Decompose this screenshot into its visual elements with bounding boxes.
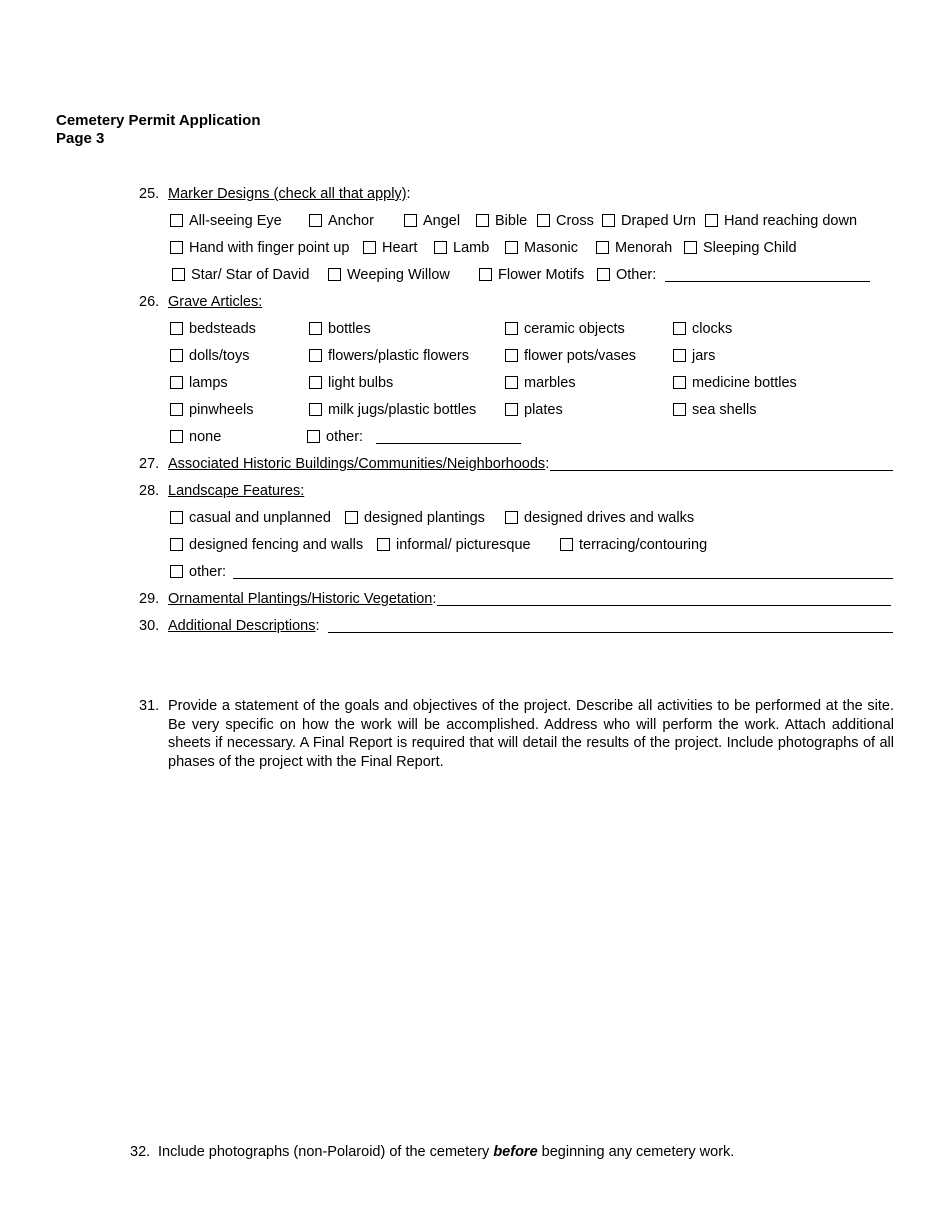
- grave-article-other[interactable]: [307, 428, 363, 446]
- checkbox[interactable]: [309, 376, 322, 389]
- marker-option-bible[interactable]: [476, 212, 527, 230]
- option-label: medicine bottles: [692, 375, 797, 391]
- checkbox[interactable]: [673, 322, 686, 335]
- historic-buildings-input-line[interactable]: [550, 470, 893, 471]
- landscape-option-informal[interactable]: [377, 536, 531, 554]
- grave-article-other-input-line[interactable]: [376, 443, 521, 444]
- q26-label: Grave Articles:: [168, 294, 263, 310]
- grave-article-none[interactable]: [170, 428, 221, 446]
- checkbox[interactable]: [505, 322, 518, 335]
- q25-number: 25.: [139, 186, 160, 202]
- q31-statement-instructions: Provide a statement of the goals and objectives of the project. Describe all activities to be performed at the site. Be very specific on how the work will be accomplished. Address who will perform the work. Attach additional sheets if necessary. A Final Report is required that will detail the results of the project. Include photographs of all phases of the project with the Final Report.: [168, 698, 894, 770]
- q31-number: 31.: [139, 698, 160, 714]
- grave-article-flower-pots[interactable]: [505, 347, 636, 365]
- option-label: other:: [326, 429, 364, 445]
- page-number: Page 3: [56, 130, 105, 147]
- grave-article-medicine-bottles[interactable]: [673, 374, 797, 392]
- q30-label-text: Additional Descriptions: [168, 618, 316, 634]
- checkbox[interactable]: [170, 538, 183, 551]
- q25-label-colon: :: [406, 186, 411, 202]
- option-label: Flower Motifs: [498, 267, 585, 283]
- checkbox[interactable]: [309, 214, 322, 227]
- grave-article-ceramic-objects[interactable]: [505, 320, 625, 338]
- checkbox[interactable]: [404, 214, 417, 227]
- grave-article-bedsteads[interactable]: [170, 320, 256, 338]
- checkbox[interactable]: [170, 565, 183, 578]
- landscape-option-other[interactable]: [170, 563, 226, 581]
- checkbox[interactable]: [705, 214, 718, 227]
- marker-option-masonic[interactable]: [505, 239, 578, 257]
- option-label: plates: [524, 402, 563, 418]
- checkbox[interactable]: [505, 349, 518, 362]
- grave-article-pinwheels[interactable]: [170, 401, 254, 419]
- landscape-option-designed-fencing[interactable]: [170, 536, 363, 554]
- option-label: Cross: [556, 213, 594, 229]
- option-label: lamps: [189, 375, 228, 391]
- q28-label: Landscape Features:: [168, 483, 305, 499]
- checkbox[interactable]: [309, 349, 322, 362]
- option-label: Draped Urn: [621, 213, 696, 229]
- marker-option-star-of-david[interactable]: [172, 266, 309, 284]
- option-label: Heart: [382, 240, 418, 256]
- option-label: ceramic objects: [524, 321, 625, 337]
- marker-option-heart[interactable]: [363, 239, 417, 257]
- grave-article-clocks[interactable]: [673, 320, 732, 338]
- option-label: designed plantings: [364, 510, 485, 526]
- grave-article-bottles[interactable]: [309, 320, 371, 338]
- option-label: Hand reaching down: [724, 213, 858, 229]
- q28-number: 28.: [139, 483, 160, 499]
- q25-label-text: Marker Designs (check all that apply): [168, 186, 407, 202]
- checkbox[interactable]: [377, 538, 390, 551]
- marker-option-lamb[interactable]: [434, 239, 489, 257]
- option-label: pinwheels: [189, 402, 254, 418]
- landscape-option-casual[interactable]: [170, 509, 331, 527]
- q32-text-before: Include photographs (non-Polaroid) of the cemetery: [158, 1144, 494, 1160]
- grave-article-flowers[interactable]: [309, 347, 469, 365]
- marker-option-sleeping-child[interactable]: [684, 239, 797, 257]
- q27-label: [168, 455, 549, 473]
- marker-option-flower-motifs[interactable]: [479, 266, 584, 284]
- checkbox[interactable]: [537, 214, 550, 227]
- checkbox[interactable]: [596, 241, 609, 254]
- checkbox[interactable]: [597, 268, 610, 281]
- checkbox[interactable]: [505, 241, 518, 254]
- option-label: designed fencing and walls: [189, 537, 364, 553]
- marker-option-other[interactable]: [597, 266, 656, 284]
- checkbox[interactable]: [309, 322, 322, 335]
- marker-option-weeping-willow[interactable]: [328, 266, 450, 284]
- document-title: Cemetery Permit Application: [56, 112, 261, 129]
- option-label: none: [189, 429, 222, 445]
- ornamental-plantings-input-line[interactable]: [437, 605, 891, 606]
- option-label: casual and unplanned: [189, 510, 331, 526]
- checkbox[interactable]: [560, 538, 573, 551]
- landscape-option-designed-drives[interactable]: [505, 509, 694, 527]
- checkbox[interactable]: [673, 349, 686, 362]
- grave-article-sea-shells[interactable]: [673, 401, 756, 419]
- grave-article-light-bulbs[interactable]: [309, 374, 393, 392]
- marker-option-menorah[interactable]: [596, 239, 672, 257]
- checkbox[interactable]: [363, 241, 376, 254]
- option-label: Lamb: [453, 240, 490, 256]
- option-label: Sleeping Child: [703, 240, 797, 256]
- checkbox[interactable]: [307, 430, 320, 443]
- option-label: designed drives and walks: [524, 510, 695, 526]
- q32-instruction: [158, 1143, 734, 1161]
- checkbox[interactable]: [172, 268, 185, 281]
- option-label: marbles: [524, 375, 576, 391]
- option-label: flower pots/vases: [524, 348, 637, 364]
- option-label: Star/ Star of David: [191, 267, 310, 283]
- grave-article-lamps[interactable]: [170, 374, 228, 392]
- grave-article-marbles[interactable]: [505, 374, 576, 392]
- q29-label-text: Ornamental Plantings/Historic Vegetation: [168, 591, 433, 607]
- checkbox[interactable]: [170, 349, 183, 362]
- checkbox[interactable]: [505, 511, 518, 524]
- option-label: jars: [692, 348, 716, 364]
- marker-option-draped-urn[interactable]: [602, 212, 696, 230]
- marker-option-hand-reaching-down[interactable]: [705, 212, 857, 230]
- q27-label-text: Associated Historic Buildings/Communities/Neighborhoods: [168, 456, 546, 472]
- grave-article-dolls-toys[interactable]: [170, 347, 249, 365]
- q32-text-after: beginning any cemetery work.: [537, 1144, 735, 1160]
- q30-number: 30.: [139, 618, 160, 634]
- option-label: Hand with finger point up: [189, 240, 350, 256]
- landscape-other-input-line[interactable]: [233, 578, 893, 579]
- option-label: flowers/plastic flowers: [328, 348, 470, 364]
- option-label: Anchor: [328, 213, 374, 229]
- q29-number: 29.: [139, 591, 160, 607]
- option-label: clocks: [692, 321, 733, 337]
- option-label: Bible: [495, 213, 528, 229]
- q29-label: [168, 590, 436, 608]
- q30-label-colon: :: [315, 618, 320, 634]
- option-label: terracing/contouring: [579, 537, 708, 553]
- checkbox[interactable]: [673, 376, 686, 389]
- q32-emphasis: before: [493, 1144, 538, 1160]
- checkbox[interactable]: [479, 268, 492, 281]
- checkbox[interactable]: [170, 322, 183, 335]
- checkbox[interactable]: [170, 511, 183, 524]
- option-label: dolls/toys: [189, 348, 250, 364]
- checkbox[interactable]: [505, 376, 518, 389]
- checkbox[interactable]: [170, 241, 183, 254]
- marker-option-anchor[interactable]: [309, 212, 374, 230]
- q29-label-colon: :: [432, 591, 437, 607]
- checkbox[interactable]: [673, 403, 686, 416]
- landscape-option-terracing[interactable]: [560, 536, 707, 554]
- checkbox[interactable]: [476, 214, 489, 227]
- checkbox[interactable]: [602, 214, 615, 227]
- option-label: Weeping Willow: [347, 267, 450, 283]
- checkbox[interactable]: [328, 268, 341, 281]
- checkbox[interactable]: [170, 214, 183, 227]
- option-label: other:: [189, 564, 227, 580]
- option-label: milk jugs/plastic bottles: [328, 402, 477, 418]
- checkbox[interactable]: [170, 403, 183, 416]
- q25-label: [168, 185, 411, 203]
- q27-number: 27.: [139, 456, 160, 472]
- checkbox[interactable]: [170, 376, 183, 389]
- grave-article-milk-jugs[interactable]: [309, 401, 476, 419]
- marker-option-all-seeing-eye[interactable]: [170, 212, 282, 230]
- q26-number: 26.: [139, 294, 160, 310]
- landscape-option-designed-plantings[interactable]: [345, 509, 485, 527]
- option-label: Masonic: [524, 240, 578, 256]
- option-label: informal/ picturesque: [396, 537, 531, 553]
- q30-label: [168, 617, 320, 635]
- marker-option-angel[interactable]: [404, 212, 460, 230]
- checkbox[interactable]: [684, 241, 697, 254]
- marker-other-input-line[interactable]: [665, 281, 870, 282]
- option-label: bedsteads: [189, 321, 256, 337]
- additional-descriptions-input-line[interactable]: [328, 632, 893, 633]
- checkbox[interactable]: [309, 403, 322, 416]
- checkbox[interactable]: [345, 511, 358, 524]
- checkbox[interactable]: [505, 403, 518, 416]
- option-label: Other:: [616, 267, 657, 283]
- marker-option-hand-with-finger[interactable]: [170, 239, 349, 257]
- option-label: All-seeing Eye: [189, 213, 282, 229]
- option-label: sea shells: [692, 402, 757, 418]
- checkbox[interactable]: [170, 430, 183, 443]
- option-label: Angel: [423, 213, 461, 229]
- option-label: bottles: [328, 321, 371, 337]
- option-label: light bulbs: [328, 375, 394, 391]
- option-label: Menorah: [615, 240, 673, 256]
- marker-option-cross[interactable]: [537, 212, 594, 230]
- q27-label-colon: :: [545, 456, 550, 472]
- grave-article-jars[interactable]: [673, 347, 715, 365]
- checkbox[interactable]: [434, 241, 447, 254]
- grave-article-plates[interactable]: [505, 401, 563, 419]
- q32-number: 32.: [130, 1144, 151, 1160]
